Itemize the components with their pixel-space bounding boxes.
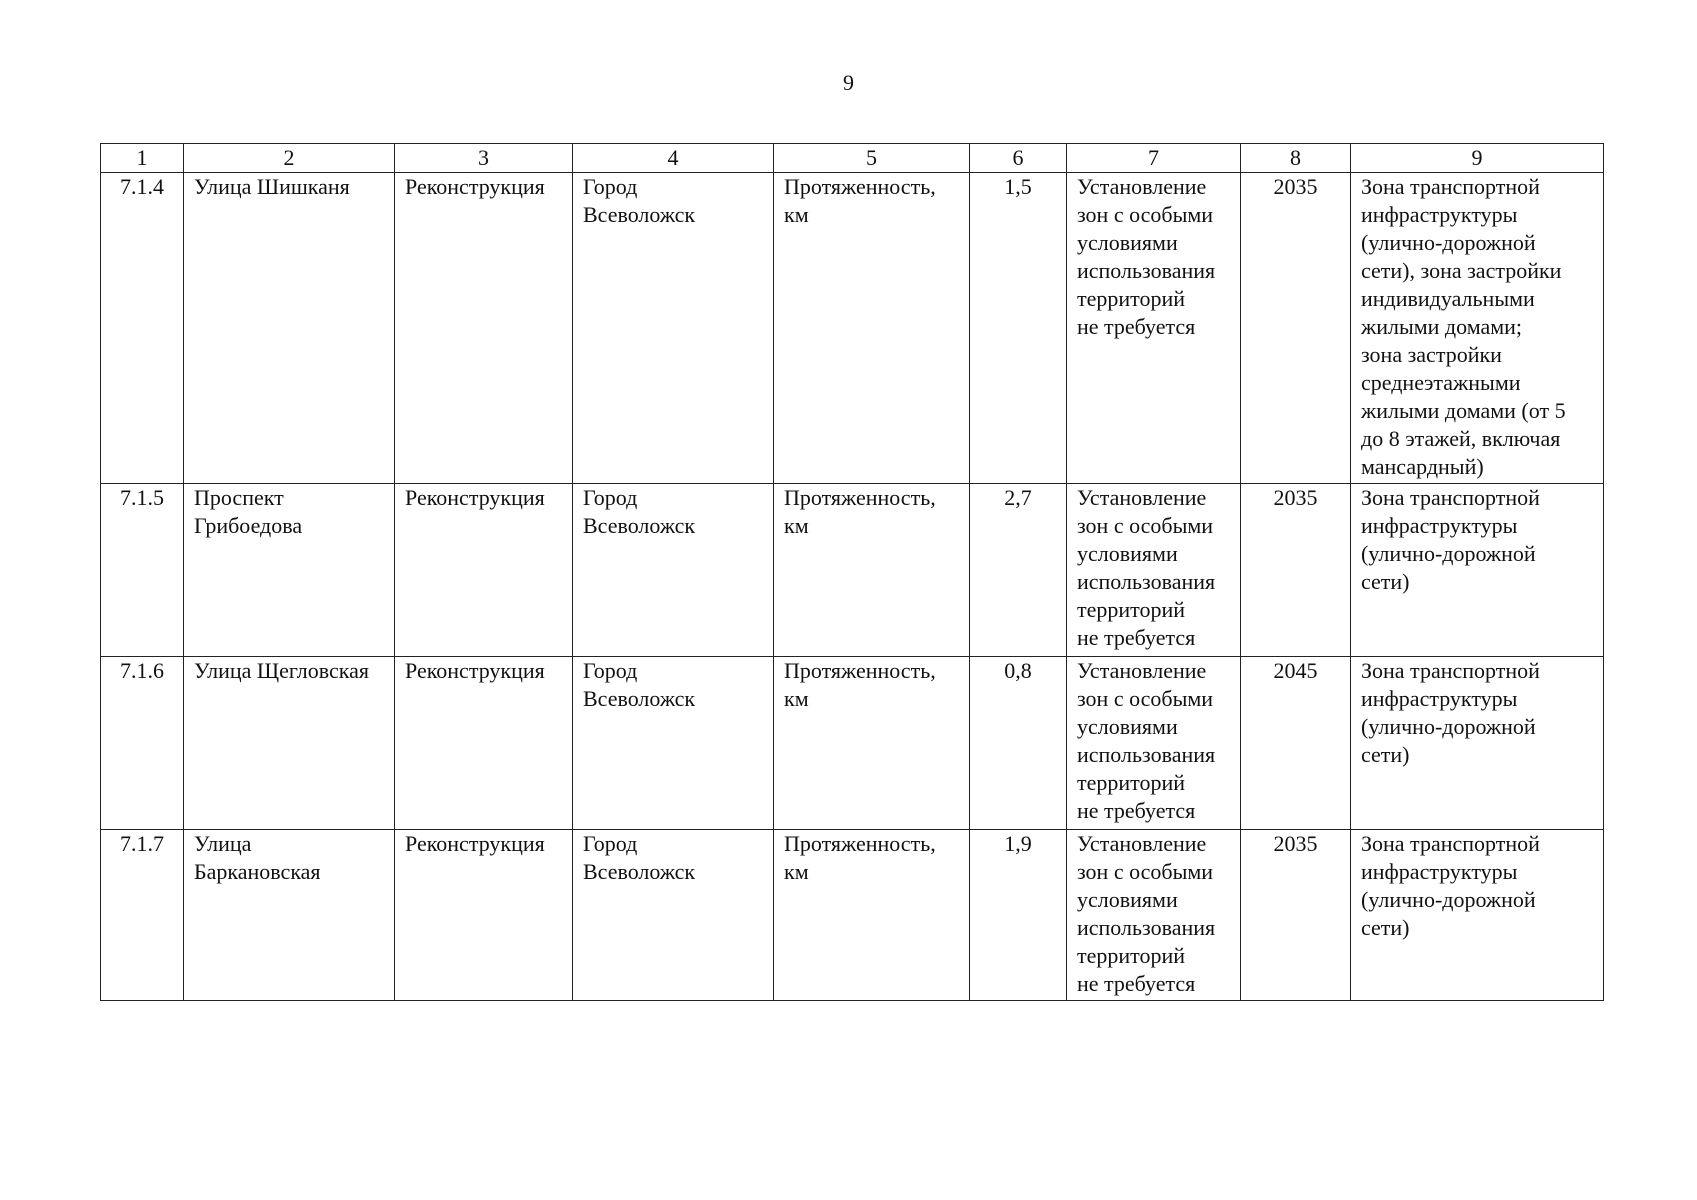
table-row (101, 484, 1604, 657)
cell-value: 0,8 (970, 657, 1067, 830)
table-row (101, 657, 1604, 830)
cell-year: 2035 (1241, 830, 1351, 1001)
cell-parameter: Протяженность, км (774, 657, 970, 830)
cell-year: 2035 (1241, 484, 1351, 657)
cell-zones: Установление зон с особыми условиями использования территорий не требуется (1067, 830, 1241, 1001)
cell-value: 1,9 (970, 830, 1067, 1001)
cell-number: 7.1.6 (101, 657, 184, 830)
header-cell-3: 3 (395, 144, 573, 173)
header-cell-7: 7 (1067, 144, 1241, 173)
cell-work-type: Реконструкция (395, 484, 573, 657)
cell-number: 7.1.4 (101, 173, 184, 484)
objects-table (100, 143, 1604, 1001)
cell-number: 7.1.5 (101, 484, 184, 657)
header-cell-2: 2 (184, 144, 395, 173)
cell-work-type: Реконструкция (395, 657, 573, 830)
cell-work-type: Реконструкция (395, 173, 573, 484)
table-row (101, 830, 1604, 1001)
table-row (101, 173, 1604, 484)
cell-location: Город Всеволожск (573, 657, 774, 830)
cell-parameter: Протяженность, км (774, 484, 970, 657)
cell-zone-type: Зона транспортной инфраструктуры (улично-дорожной сети), зона застройки индивидуальными жилыми домами; зона застройки среднеэтажными жилыми домами (от 5 до 8 этажей, включая мансардный) (1351, 173, 1604, 484)
header-row (101, 144, 1604, 173)
cell-number: 7.1.7 (101, 830, 184, 1001)
cell-location: Город Всеволожск (573, 484, 774, 657)
cell-location: Город Всеволожск (573, 830, 774, 1001)
cell-year: 2045 (1241, 657, 1351, 830)
header-cell-4: 4 (573, 144, 774, 173)
cell-name: Проспект Грибоедова (184, 484, 395, 657)
cell-zones: Установление зон с особыми условиями использования территорий не требуется (1067, 484, 1241, 657)
header-cell-5: 5 (774, 144, 970, 173)
header-cell-1: 1 (101, 144, 184, 173)
cell-zones: Установление зон с особыми условиями использования территорий не требуется (1067, 657, 1241, 830)
cell-zone-type: Зона транспортной инфраструктуры (улично-дорожной сети) (1351, 657, 1604, 830)
header-cell-9: 9 (1351, 144, 1604, 173)
cell-work-type: Реконструкция (395, 830, 573, 1001)
cell-location: Город Всеволожск (573, 173, 774, 484)
cell-year: 2035 (1241, 173, 1351, 484)
cell-name: Улица Баркановская (184, 830, 395, 1001)
cell-value: 1,5 (970, 173, 1067, 484)
cell-zone-type: Зона транспортной инфраструктуры (улично-дорожной сети) (1351, 484, 1604, 657)
header-cell-6: 6 (970, 144, 1067, 173)
header-cell-8: 8 (1241, 144, 1351, 173)
cell-zone-type: Зона транспортной инфраструктуры (улично-дорожной сети) (1351, 830, 1604, 1001)
cell-parameter: Протяженность, км (774, 830, 970, 1001)
cell-parameter: Протяженность, км (774, 173, 970, 484)
cell-value: 2,7 (970, 484, 1067, 657)
cell-name: Улица Шишканя (184, 173, 395, 484)
cell-zones: Установление зон с особыми условиями использования территорий не требуется (1067, 173, 1241, 484)
cell-name: Улица Щегловская (184, 657, 395, 830)
page-number: 9 (843, 70, 854, 95)
